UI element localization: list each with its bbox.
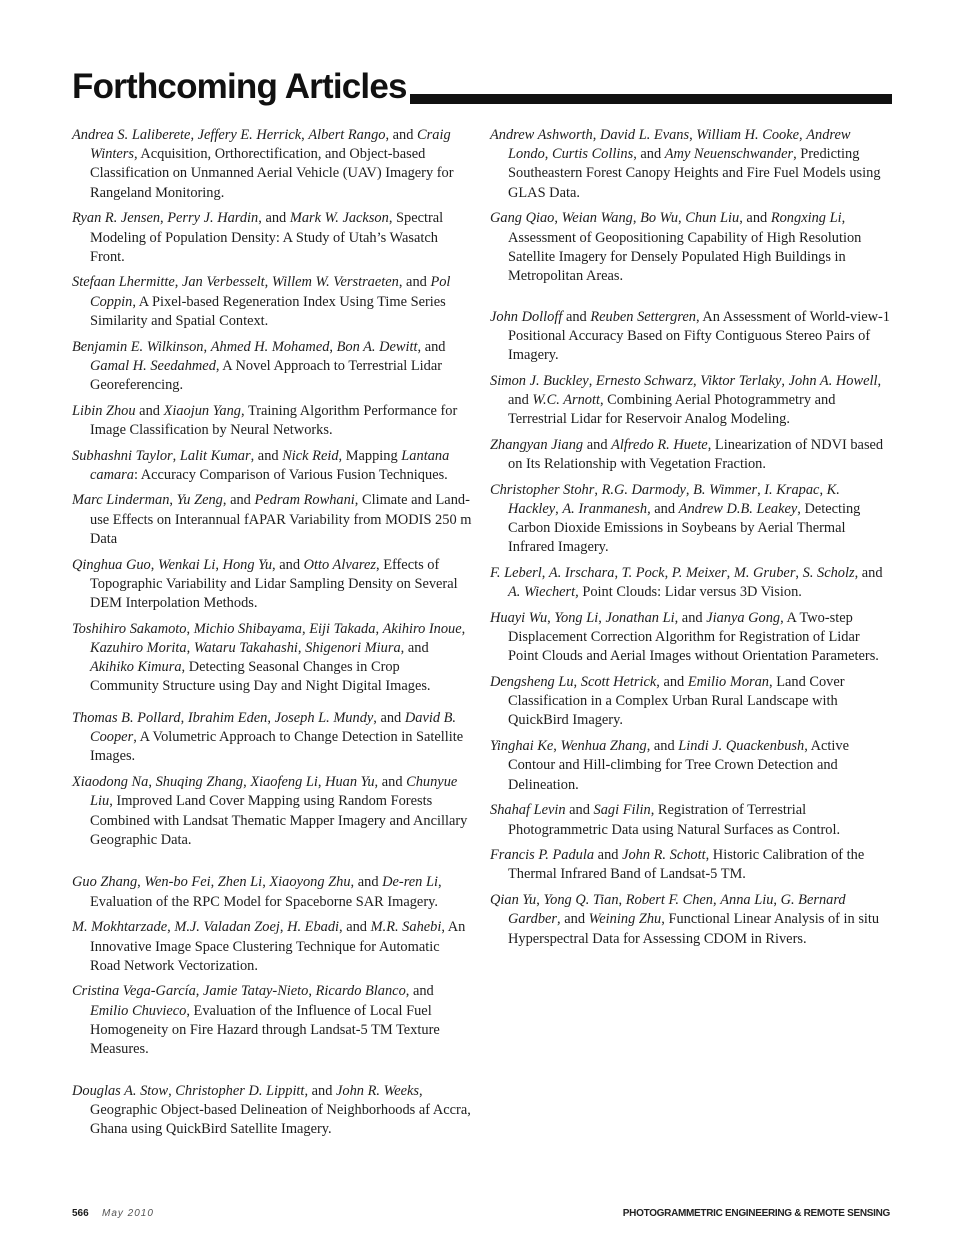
article-author: T. Pock <box>621 565 665 582</box>
article-entry: Cristina Vega-García, Jamie Tatay-Nieto, Ricardo Blanco, and Emilio Chuvieco, Evaluation of the Influence of Local Fuel Homogeneity on Fire Hazard through Landsat-5 TM Texture Measures. <box>72 983 440 1058</box>
article-entry: Huayi Wu, Yong Li, Jonathan Li, and Jianya Gong, A Two-step Displacement Correction Algorithm for Registration of Lidar Point Clouds and Aerial Images without Orientation Parameters. <box>490 609 879 665</box>
article-entry: Qinghua Guo, Wenkai Li, Hong Yu, and Otto Alvarez, Effects of Topographic Variability and Lidar Sampling Density on Several DEM Interpolation Methods. <box>72 556 458 611</box>
article-author: Benjamin E. Wilkinson <box>72 338 204 355</box>
page-number: 566 <box>72 1208 89 1219</box>
article-author: Andrea S. Laliberete <box>72 127 191 143</box>
article-author: Wen-bo Fei <box>144 874 211 891</box>
article-author: M.R. Sahebi <box>370 919 442 936</box>
article-author: Weining Zhu <box>588 911 662 928</box>
article-title: Active Contour and Hill-climbing for Tree Crown Detection and Delineation. <box>508 738 849 793</box>
article-entry: F. Leberl, A. Irschara, T. Pock, P. Meixer, M. Gruber, S. Scholz, and A. Wiechert, Point Clouds: Lidar versus 3D Vision. <box>490 565 883 601</box>
article-author: Douglas A. Stow <box>72 1082 169 1099</box>
article-entry: Andrea S. Laliberete, Jeffery E. Herrick, Albert Rango, and Craig Winters, Acquisition, Orthorectification, and Object-based Classification on Unmanned Aerial Vehicle (UAV) Imagery for Rangeland Monitoring. <box>72 127 454 201</box>
article-author: Jianya Gong <box>706 609 781 626</box>
article-author: Nick Reid <box>282 447 339 464</box>
article-author: Lindi J. Quackenbush <box>678 738 805 755</box>
article-author: Yong Q. Tian <box>543 892 619 909</box>
article-title: Registration of Terrestrial Photogrammetric Data using Natural Surfaces as Control. <box>508 802 841 838</box>
article-author: William H. Cooke <box>696 127 800 143</box>
article-entry: Zhangyan Jiang and Alfredo R. Huete, Linearization of NDVI based on Its Relationship with Vegetation Fraction. <box>490 436 884 473</box>
article-title: A Two-step Displacement Correction Algorithm for Registration of Lidar Point Clouds and Aerial Images without Orientation Parameters. <box>508 609 879 665</box>
article-entry: Qian Yu, Yong Q. Tian, Robert F. Chen, Anna Liu, G. Bernard Gardber, and Weining Zhu, Functional Linear Analysis of in situ Hyperspectral Data for Assessing CDOM in Rivers. <box>490 892 880 947</box>
article-entry: Christopher Stohr, R.G. Darmody, B. Wimmer, I. Krapac, K. Hackley, A. Iranmanesh, and Andrew D.B. Leakey, Detecting Carbon Dioxide Emissions in Soybeans by Aerial Thermal Infrared Imagery. <box>490 481 861 556</box>
article-title: Climate and Land-use Effects on Interannual fAPAR Variability from MODIS 250 m Data <box>90 492 472 547</box>
article-author: John R. Weeks <box>336 1082 419 1099</box>
article-title: Linearization of NDVI based on Its Relationship with Vegetation Fraction. <box>508 436 884 473</box>
article-author: Weian Wang <box>561 210 633 227</box>
article-author: P. Meixer <box>671 565 727 582</box>
article-author: Albert Rango <box>308 127 386 143</box>
article-author: Otto Alvarez <box>303 556 376 573</box>
article-author: David B. Cooper <box>90 709 457 746</box>
article-author: Zhen Li <box>217 874 263 891</box>
article-author: A. Irschara <box>548 565 615 582</box>
article-title: Spectral Modeling of Population Density: A Study of Utah’s Wasatch Front. <box>90 210 444 265</box>
article-author: Huan Yu <box>325 774 375 791</box>
article-author: Lalit Kumar <box>179 447 251 464</box>
article-author: K. Hackley <box>508 481 840 517</box>
article-author: Guo Zhang <box>72 874 138 891</box>
article-entry: Toshihiro Sakamoto, Michio Shibayama, Eiji Takada, Akihiro Inoue, Kazuhiro Morita, Wataru Takahashi, Shigenori Miura, and Akihiko Kimura, Detecting Seasonal Changes in Crop Community Structure using Day and Night Digital Images. <box>72 620 466 695</box>
article-entry: Francis P. Padula and John R. Schott, Historic Calibration of the Thermal Infrared Band of Landsat-5 TM. <box>490 847 865 883</box>
article-author: Shuqing Zhang <box>155 774 244 791</box>
article-author: John Dolloff <box>490 308 563 325</box>
article-author: Qinghua Guo <box>72 556 151 573</box>
article-author: Curtis Collins <box>552 146 634 163</box>
article-author: John R. Schott <box>622 847 706 864</box>
article-author: W.C. Arnott <box>532 391 600 408</box>
article-title-part: : Accuracy Comparison of Various Fusion Techniques. <box>133 466 448 483</box>
title-rule <box>410 94 892 104</box>
article-entry: Ryan R. Jensen, Perry J. Hardin, and Mark W. Jackson, Spectral Modeling of Population Density: A Study of Utah’s Wasatch Front. <box>72 210 444 265</box>
article-title-part: Mapping <box>345 447 402 464</box>
article-author: M.J. Valadan Zoej <box>174 919 280 936</box>
article-author: Andrew Londo <box>508 127 851 163</box>
article-author: Pedram Rowhani <box>254 492 355 509</box>
article-author: Hong Yu <box>222 556 273 573</box>
article-author: Thomas B. Pollard <box>72 709 181 726</box>
article-author: Joseph L. Mundy <box>274 709 374 726</box>
article-author: Stefaan Lhermitte <box>72 274 175 291</box>
article-entry: Yinghai Ke, Wenhua Zhang, and Lindi J. Quackenbush, Active Contour and Hill-climbing for Tree Crown Detection and Delineation. <box>490 738 849 793</box>
article-author: Akihiro Inoue <box>382 620 462 637</box>
article-title: Point Clouds: Lidar versus 3D Vision. <box>582 584 802 601</box>
article-entry: Libin Zhou and Xiaojun Yang, Training Algorithm Performance for Image Classification by Neural Networks. <box>72 402 458 438</box>
article-author: Chunyue Liu <box>90 774 458 810</box>
article-author: Wenkai Li <box>157 556 216 573</box>
article-author: Christopher D. Lippitt <box>175 1082 305 1099</box>
article-entry: Shahaf Levin and Sagi Filin, Registration of Terrestrial Photogrammetric Data using Natural Surfaces as Control. <box>490 802 841 838</box>
article-author: Jonathan Li <box>605 609 675 626</box>
article-author: Subhashni Taylor <box>72 447 173 464</box>
article-author: Willem W. Verstraeten <box>271 274 399 291</box>
article-entry: M. Mokhtarzade, M.J. Valadan Zoej, H. Ebadi, and M.R. Sahebi, An Innovative Image Space Clustering Technique for Automatic Road Network Vectorization. <box>72 919 466 974</box>
article-author: Francis P. Padula <box>490 847 595 864</box>
article-author: Toshihiro Sakamoto <box>72 620 187 637</box>
article-title: An Assessment of World-view-1 Positional Accuracy Based on Fifty Contiguous Stereo Pairs of Imagery. <box>508 308 891 364</box>
article-author: Wataru Takahashi <box>193 639 298 656</box>
article-author: Christopher Stohr <box>490 481 595 498</box>
left-column <box>72 126 472 1146</box>
article-title: Functional Linear Analysis of in situ Hyperspectral Data for Assessing CDOM in Rivers. <box>508 911 880 947</box>
article-entry: Thomas B. Pollard, Ibrahim Eden, Joseph L. Mundy, and David B. Cooper, A Volumetric Approach to Change Detection in Satellite Images. <box>72 709 464 765</box>
article-title: Evaluation of the RPC Model for Spaceborne SAR Imagery. <box>90 893 438 910</box>
article-author: Andrew Ashworth <box>490 127 593 143</box>
article-title: Acquisition, Orthorectification, and Object-based Classification on Unmanned Aerial Vehicle (UAV) Imagery for Rangeland Monitoring. <box>90 146 454 201</box>
article-author: Andrew D.B. Leakey <box>678 500 798 517</box>
article-title: Detecting Seasonal Changes in Crop Community Structure using Day and Night Digital Images. <box>90 659 431 695</box>
article-author: M. Mokhtarzade <box>72 919 168 936</box>
article-author: Jeffery E. Herrick <box>197 127 302 143</box>
article-author: B. Wimmer <box>693 481 758 498</box>
article-author: Shigenori Miura <box>305 639 401 656</box>
article-author: Jan Verbesselt <box>181 274 265 291</box>
article-author: Kazuhiro Morita <box>90 639 187 656</box>
article-author: Ricardo Blanco <box>315 983 406 1000</box>
article-author: Craig Winters <box>90 127 451 163</box>
article-author: Bo Wu <box>640 210 679 227</box>
issue-date: May 2010 <box>102 1208 154 1219</box>
article-author: David L. Evans <box>599 127 690 143</box>
article-entry: Benjamin E. Wilkinson, Ahmed H. Mohamed, Bon A. Dewitt, and Gamal H. Seedahmed, A Novel Approach to Terrestrial Lidar Georeferencing. <box>72 338 446 393</box>
article-entry: Douglas A. Stow, Christopher D. Lippitt, and John R. Weeks, Geographic Object-based Delineation of Neighborhoods af Accra, Ghana using QuickBird Satellite Imagery. <box>72 1082 471 1138</box>
article-author: Xiaodong Na <box>72 774 149 791</box>
article-author: Yinghai Ke <box>490 738 554 755</box>
article-author: Chun Liu <box>685 210 740 227</box>
article-title: Effects of Topographic Variability and Lidar Sampling Density on Several DEM Interpolation Methods. <box>90 556 458 611</box>
article-author: Akihiko Kimura <box>90 659 182 676</box>
article-author: Shahaf Levin <box>490 802 566 819</box>
article-entry: Guo Zhang, Wen-bo Fei, Zhen Li, Xiaoyong Zhu, and De-ren Li, Evaluation of the RPC Model for Spaceborne SAR Imagery. <box>72 874 442 910</box>
article-title: Assessment of Geopositioning Capability of High Resolution Satellite Imagery for Densely Populated High Buildings in Metropolitan Areas. <box>508 229 862 284</box>
right-column <box>490 126 892 955</box>
article-author: Zhangyan Jiang <box>490 436 584 453</box>
article-author: De-ren Li <box>382 874 438 891</box>
article-entry: Marc Linderman, Yu Zeng, and Pedram Rowhani, Climate and Land-use Effects on Interannual fAPAR Variability from MODIS 250 m Data <box>72 492 472 547</box>
article-title: A Volumetric Approach to Change Detection in Satellite Images. <box>90 729 464 765</box>
page-title: Forthcoming Articles <box>72 67 407 106</box>
article-title: Improved Land Cover Mapping using Random Forests Combined with Landsat Thematic Mapper Imagery and Ancillary Geographic Data. <box>90 793 468 848</box>
article-author: Xiaojun Yang <box>163 402 241 419</box>
article-author: Xiaoyong Zhu <box>269 874 351 891</box>
article-entry: Subhashni Taylor, Lalit Kumar, and Nick Reid, Mapping Lantana camara: Accuracy Comparison of Various Fusion Techniques. <box>72 447 450 483</box>
article-author: Cristina Vega-García <box>72 983 196 1000</box>
article-author: Emilio Moran <box>687 674 770 691</box>
article-author: Dengsheng Lu <box>490 674 574 691</box>
article-author: A. Iranmanesh <box>562 500 648 517</box>
article-author: Alfredo R. Huete <box>611 436 708 453</box>
article-author: Perry J. Hardin <box>167 210 259 227</box>
article-title-part: Lantana camara <box>90 447 450 483</box>
article-entry: John Dolloff and Reuben Settergren, An Assessment of World-view-1 Positional Accuracy Based on Fifty Contiguous Stereo Pairs of Imagery. <box>490 308 891 364</box>
article-author: Ibrahim Eden <box>187 709 268 726</box>
article-author: Reuben Settergren <box>590 308 696 325</box>
article-author: Huayi Wu <box>490 609 548 626</box>
article-entry: Stefaan Lhermitte, Jan Verbesselt, Willem W. Verstraeten, and Pol Coppin, A Pixel-based Regeneration Index Using Time Series Similarity and Spatial Context. <box>72 274 451 329</box>
article-author: Ryan R. Jensen <box>72 210 161 227</box>
article-author: Gang Qiao <box>490 210 555 227</box>
article-author: M. Gruber <box>733 565 796 582</box>
article-author: Marc Linderman <box>72 492 170 509</box>
article-title: Land Cover Classification in a Complex Urban Rural Landscape with QuickBird Imagery. <box>508 674 845 729</box>
article-title: Training Algorithm Performance for Image Classification by Neural Networks. <box>90 402 458 438</box>
article-author: Bon A. Dewitt <box>336 338 418 355</box>
article-title: An Innovative Image Space Clustering Technique for Automatic Road Network Vectorization. <box>90 919 466 974</box>
article-author: Yong Li <box>554 609 599 626</box>
article-author: Eiji Takada <box>309 620 376 637</box>
article-title: Geographic Object-based Delineation of Neighborhoods af Accra, Ghana using QuickBird Satellite Imagery. <box>90 1101 471 1138</box>
article-author: Sagi Filin <box>593 802 651 819</box>
article-title: Predicting Southeastern Forest Canopy Heights and Fire Fuel Models using GLAS Data. <box>508 146 881 201</box>
article-title: Evaluation of the Influence of Local Fuel Homogeneity on Fire Hazard through Landsat-5 TM Texture Measures. <box>90 1002 440 1058</box>
article-entry: Andrew Ashworth, David L. Evans, William H. Cooke, Andrew Londo, Curtis Collins, and Amy Neuenschwander, Predicting Southeastern Forest Canopy Heights and Fire Fuel Models using GLAS Data. <box>490 127 881 201</box>
article-author: H. Ebadi <box>287 919 340 936</box>
article-title: Historic Calibration of the Thermal Infrared Band of Landsat-5 TM. <box>508 847 865 883</box>
article-entry: Dengsheng Lu, Scott Hetrick, and Emilio Moran, Land Cover Classification in a Complex Urban Rural Landscape with QuickBird Imagery. <box>490 674 845 729</box>
article-author: Robert F. Chen <box>625 892 714 909</box>
article-author: Viktor Terlaky <box>700 372 782 389</box>
article-author: Jamie Tatay-Nieto <box>202 983 309 1000</box>
article-author: F. Leberl <box>490 565 542 582</box>
article-author: Ahmed H. Mohamed <box>210 338 330 355</box>
article-author: Scott Hetrick <box>580 674 657 691</box>
article-author: S. Scholz <box>802 565 855 582</box>
footer <box>72 1208 890 1222</box>
article-author: Amy Neuenschwander <box>664 146 794 163</box>
article-author: I. Krapac <box>764 481 820 498</box>
article-author: Michio Shibayama <box>193 620 302 637</box>
article-author: Simon J. Buckley <box>490 372 589 389</box>
article-author: A. Wiechert, <box>508 584 579 601</box>
article-entry: Gang Qiao, Weian Wang, Bo Wu, Chun Liu, and Rongxing Li, Assessment of Geopositioning Capability of High Resolution Satellite Imagery for Densely Populated High Buildings in Metropolitan Areas. <box>490 210 862 284</box>
article-title: Detecting Carbon Dioxide Emissions in Soybeans by Aerial Thermal Infrared Imagery. <box>508 500 861 556</box>
article-entry: Simon J. Buckley, Ernesto Schwarz, Viktor Terlaky, John A. Howell, and W.C. Arnott, Combining Aerial Photogrammetry and Terrestrial Lidar for Reservoir Analog Modeling. <box>490 372 882 428</box>
article-author: Yu Zeng <box>176 492 223 509</box>
article-title: Combining Aerial Photogrammetry and Terrestrial Lidar for Reservoir Analog Modeling. <box>508 391 836 428</box>
article-author: Ernesto Schwarz <box>595 372 694 389</box>
article-author: Qian Yu <box>490 892 537 909</box>
article-author: R.G. Darmody <box>601 481 686 498</box>
article-author: G. Bernard Gardber <box>508 892 846 928</box>
article-author: Xiaofeng Li <box>250 774 318 791</box>
article-author: Anna Liu <box>720 892 774 909</box>
article-author: Gamal H. Seedahmed <box>90 357 216 374</box>
article-title: A Novel Approach to Terrestrial Lidar Georeferencing. <box>90 357 443 393</box>
article-entry: Xiaodong Na, Shuqing Zhang, Xiaofeng Li, Huan Yu, and Chunyue Liu, Improved Land Cover Mapping using Random Forests Combined with Landsat Thematic Mapper Imagery and Ancillary Geographic Data. <box>72 774 468 848</box>
article-title: A Pixel-based Regeneration Index Using Time Series Similarity and Spatial Context. <box>90 293 446 329</box>
article-author: Mark W. Jackson <box>289 210 389 227</box>
journal-name: PHOTOGRAMMETRIC ENGINEERING & REMOTE SENSING <box>622 1208 890 1219</box>
article-author: Rongxing Li <box>770 210 842 227</box>
article-author: John A. Howell <box>788 372 878 389</box>
article-author: Libin Zhou <box>72 402 136 419</box>
article-author: Emilio Chuvieco <box>90 1002 187 1019</box>
article-author: Wenhua Zhang <box>560 738 647 755</box>
article-author: Pol Coppin <box>90 274 451 310</box>
